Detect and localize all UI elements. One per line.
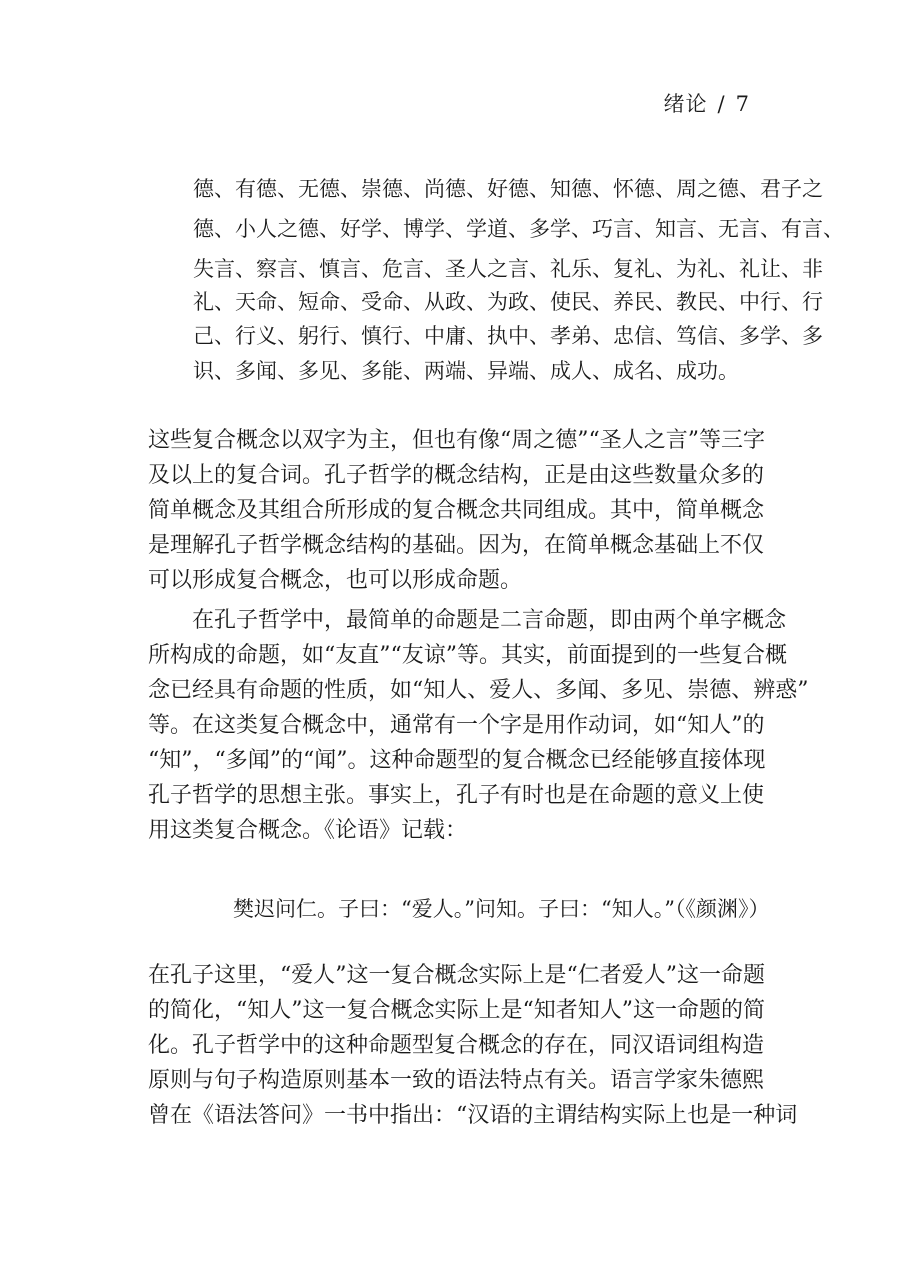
paragraph-line: 化。孔子哲学中的这种命题型复合概念的存在，同汉语词组构造 [148, 1033, 765, 1058]
paragraph-line: 这些复合概念以双字为主，但也有像“周之德”“圣人之言”等三字 [148, 428, 765, 453]
quote-line: 礼、天命、短命、受命、从政、为政、使民、养民、教民、中行、行 [193, 290, 823, 314]
quote-line: 失言、察言、慎言、危言、圣人之言、礼乐、复礼、为礼、礼让、非 [193, 257, 823, 281]
running-header [664, 88, 750, 118]
paragraph-line: 在孔子哲学中，最简单的命题是二言命题，即由两个单字概念 [192, 608, 787, 633]
paragraph-line: 所构成的命题，如“友直”“友谅”等。其实，前面提到的一些复合概 [148, 643, 787, 668]
paragraph-line: 等。在这类复合概念中，通常有一个字是用作动词，如“知人”的 [148, 713, 765, 738]
dialog-quote: 樊迟问仁。子曰：“爱人。”问知。子曰：“知人。”（《颜渊》） [233, 897, 770, 921]
paragraph-line: 在孔子这里，“爱人”这一复合概念实际上是“仁者爱人”这一命题 [148, 963, 765, 988]
header-section-title: 绪论 [663, 92, 708, 116]
paragraph-line: 的简化，“知人”这一复合概念实际上是“知者知人”这一命题的简 [148, 998, 765, 1023]
paragraph-line: 用这类复合概念。《论语》记载： [148, 818, 468, 843]
paragraph-line: 是理解孔子哲学概念结构的基础。因为，在简单概念基础上不仅 [148, 533, 765, 558]
header-separator: / [717, 92, 726, 116]
page-number: 7 [735, 92, 750, 116]
paragraph-line: 及以上的复合词。孔子哲学的概念结构，正是由这些数量众多的 [148, 463, 765, 488]
quote-line: 德、有德、无德、崇德、尚德、好德、知德、怀德、周之德、君子之 [193, 177, 823, 201]
quote-line: 德、小人之德、好学、博学、学道、多学、巧言、知言、无言、有言、 [193, 217, 844, 241]
paragraph-line: 曾在《语法答问》一书中指出：“汉语的主谓结构实际上也是一种词 [148, 1103, 798, 1128]
paragraph-line: 简单概念及其组合所形成的复合概念共同组成。其中，简单概念 [148, 498, 765, 523]
quote-line: 识、多闻、多见、多能、两端、异端、成人、成名、成功。 [193, 359, 739, 383]
quote-line: 己、行义、躬行、慎行、中庸、执中、孝弟、忠信、笃信、多学、多 [193, 324, 823, 348]
paragraph-line: 可以形成复合概念，也可以形成命题。 [148, 568, 523, 593]
paragraph-line: 孔子哲学的思想主张。事实上，孔子有时也是在命题的意义上使 [148, 783, 765, 808]
paragraph-line: 念已经具有命题的性质，如“知人、爱人、多闻、多见、崇德、辨惑” [148, 678, 809, 703]
paragraph-line: 原则与句子构造原则基本一致的语法特点有关。语言学家朱德熙 [148, 1068, 765, 1093]
paragraph-line: “知”，“多闻”的“闻”。这种命题型的复合概念已经能够直接体现 [148, 748, 766, 773]
